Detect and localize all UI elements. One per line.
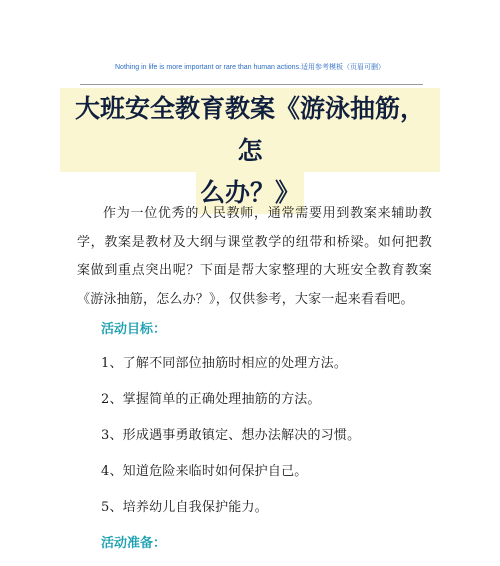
goals-heading: 活动目标： xyxy=(101,322,167,337)
goal-item-4: 4、知道危险来临时如何保护自己。 xyxy=(101,464,308,479)
document-title xyxy=(60,88,440,214)
goal-item-2: 2、掌握简单的正确处理抽筋的方法。 xyxy=(101,392,321,407)
goal-item-1: 1、了解不同部位抽筋时相应的处理方法。 xyxy=(101,356,348,371)
header-divider xyxy=(80,84,423,85)
title-line-2: 么办？》 xyxy=(196,172,304,214)
title-line-1: 大班安全教育教案《游泳抽筋，怎 xyxy=(60,88,440,172)
page-header-note: Nothing in life is more important or rare than human actions.适用参考模板（页眉可删） xyxy=(115,64,385,71)
prep-heading: 活动准备： xyxy=(101,536,167,551)
intro-paragraph: 作为一位优秀的人民教师，通常需要用到教案来辅助教学，教案是教材及大纲与课堂教学的纽带和桥梁。如何把教案做到重点突出呢？下面是帮大家整理的大班安全教育教案《游泳抽筋，怎么办？》，仅供参考，大家一起来看看吧。 xyxy=(77,206,432,307)
goal-item-3: 3、形成遇事勇敢镇定、想办法解决的习惯。 xyxy=(101,428,361,443)
goal-item-5: 5、培养幼儿自我保护能力。 xyxy=(101,500,268,515)
